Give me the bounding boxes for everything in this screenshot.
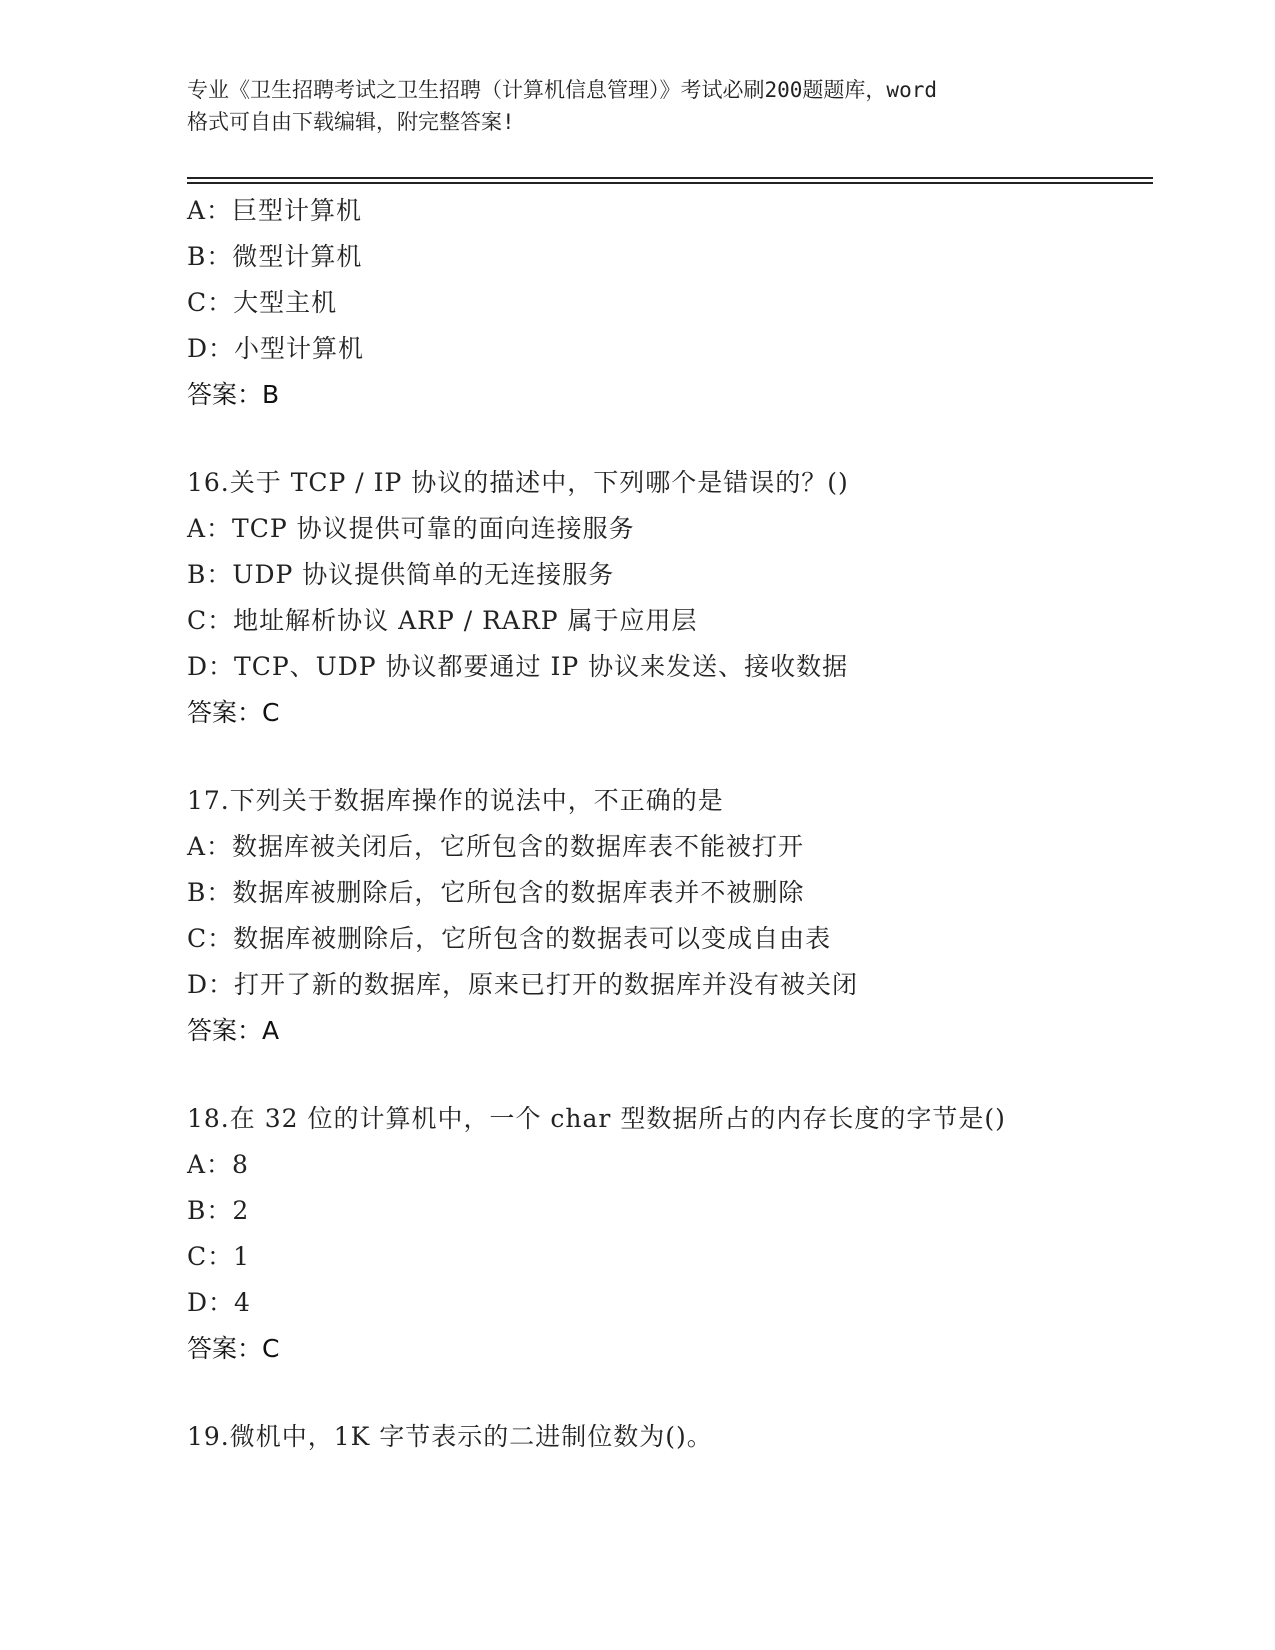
option-b: B：数据库被删除后，它所包含的数据库表并不被删除	[187, 878, 805, 907]
question-block-17	[187, 778, 1153, 1054]
question-block-15	[187, 188, 1153, 418]
answer-line: 答案：B	[187, 380, 280, 409]
spacer	[187, 1054, 1153, 1096]
header-line-1: 专业《卫生招聘考试之卫生招聘（计算机信息管理）》考试必刷200题题库，word	[187, 78, 937, 102]
option-d: D：4	[187, 1288, 251, 1317]
option-c: C：1	[187, 1242, 251, 1271]
answer-line: 答案：C	[187, 698, 280, 727]
answer-line: 答案：C	[187, 1334, 280, 1363]
answer-line: 答案：A	[187, 1016, 280, 1045]
header-rule-bottom	[187, 182, 1153, 184]
option-a: A：8	[187, 1150, 249, 1179]
option-a: A：TCP 协议提供可靠的面向连接服务	[187, 514, 635, 543]
spacer	[187, 736, 1153, 778]
question-block-16	[187, 460, 1153, 736]
spacer	[187, 418, 1153, 460]
question-block-18	[187, 1096, 1153, 1372]
option-d: D：打开了新的数据库，原来已打开的数据库并没有被关闭	[187, 970, 859, 999]
option-d: D：TCP、UDP 协议都要通过 IP 协议来发送、接收数据	[187, 652, 849, 681]
question-text: 17.下列关于数据库操作的说法中，不正确的是	[187, 786, 724, 815]
question-list	[187, 188, 1153, 1460]
question-text: 18.在 32 位的计算机中，一个 char 型数据所占的内存长度的字节是()	[187, 1104, 1006, 1133]
option-d: D：小型计算机	[187, 334, 365, 363]
question-block-19	[187, 1414, 1153, 1460]
option-c: C：数据库被删除后，它所包含的数据表可以变成自由表	[187, 924, 832, 953]
option-c: C：地址解析协议 ARP / RARP 属于应用层	[187, 606, 698, 635]
question-text: 16.关于 TCP / IP 协议的描述中，下列哪个是错误的？()	[187, 468, 849, 497]
question-text: 19.微机中，1K 字节表示的二进制位数为()。	[187, 1422, 713, 1451]
spacer	[187, 1372, 1153, 1414]
header-line-2: 格式可自由下载编辑，附完整答案!	[187, 110, 515, 134]
option-b: B：2	[187, 1196, 250, 1225]
option-c: C：大型主机	[187, 288, 338, 317]
option-b: B：微型计算机	[187, 242, 363, 271]
option-a: A：巨型计算机	[187, 196, 363, 225]
option-b: B：UDP 协议提供简单的无连接服务	[187, 560, 615, 589]
header-rule-top	[187, 177, 1153, 179]
option-a: A：数据库被关闭后，它所包含的数据库表不能被打开	[187, 832, 805, 861]
document-header	[187, 74, 1087, 138]
